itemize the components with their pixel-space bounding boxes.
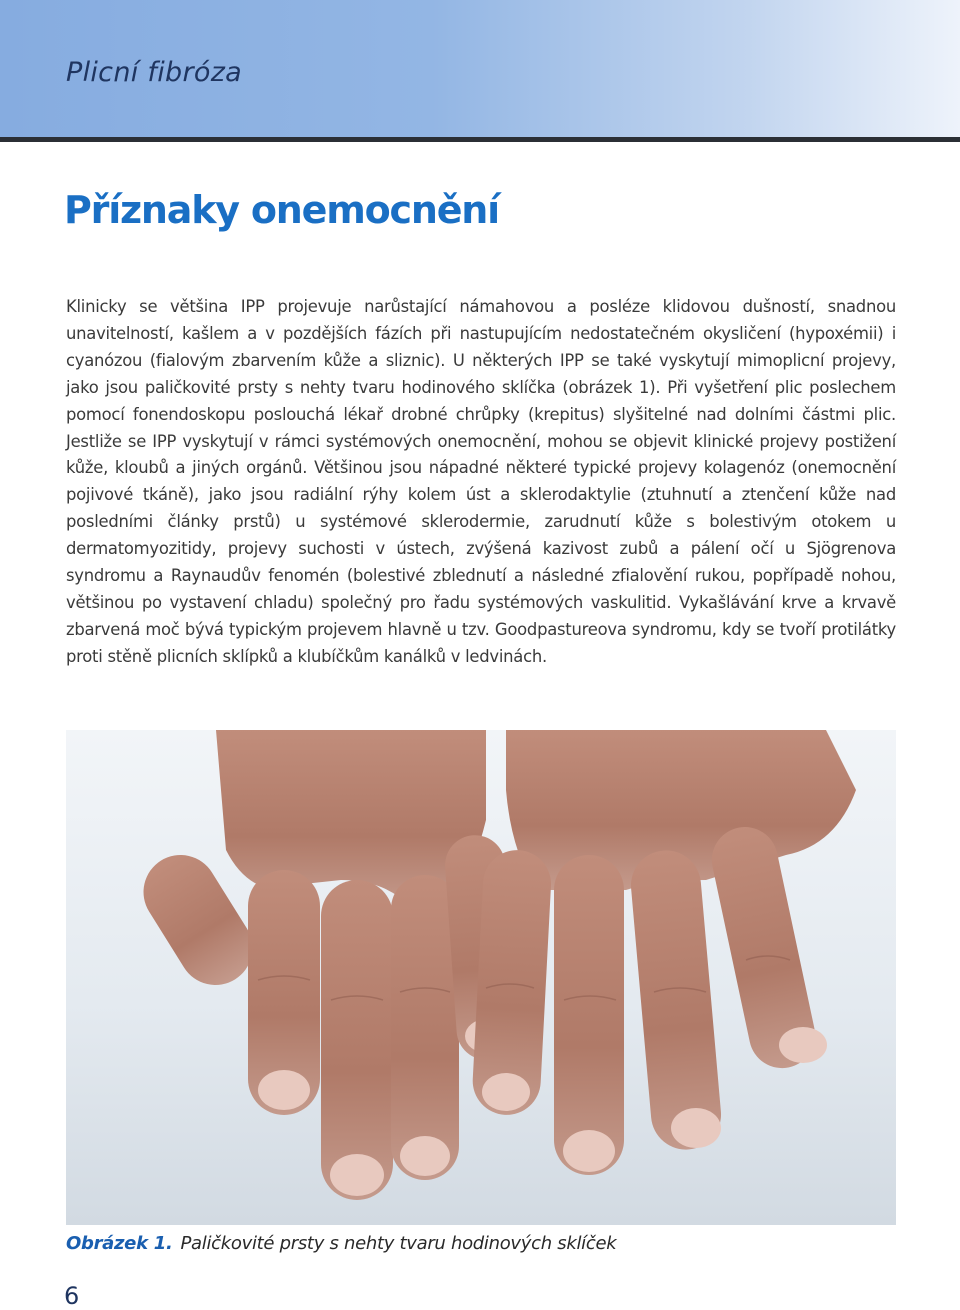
running-title: Plicní fibróza	[66, 57, 243, 88]
right-middle-finger	[554, 855, 624, 1175]
figure-label: Obrázek 1.	[66, 1233, 173, 1254]
figure-hands-photo	[66, 730, 896, 1225]
body-paragraph: Klinicky se většina IPP projevuje narůstající námahovou a posléze klidovou dušností, snadnou unavitelností, kašlem a v pozdějších fázích při nastupujícím nedostatečném okysličení (hypoxémii) i cyanózou (fialovým zbarvením kůže a sliznic). U některých IPP se také vyskytují mimoplicní projevy, jako jsou paličkovité prsty s nehty tvaru hodinového sklíčka (obrázek 1). Při vyšetření plic poslechem pomocí fonendoskopu poslouchá lékař drobné chrůpky (krepitus) slyšitelné nad dolními částmi plic. Jestliže se IPP vyskytují v rámci systémových onemocnění, mohou se objevit klinické projevy postižení kůže, kloubů a jiných orgánů. Většinou jsou nápadné některé typické projevy kolagenóz (onemocnění pojivové tkáně), jako jsou radiální rýhy kolem úst a sklerodaktylie (ztuhnutí a ztenčení kůže nad posledními články prstů) u systémové sklerodermie, zarudnutí kůže s bolestivým otokem u dermatomyozitidy, projevy suchosti v ústech, zvýšená kazivost zubů a pálení očí u Sjögrenova syndromu a Raynaudův fenomén (bolestivé zblednutí a následné zfialovění rukou, popřípadě nohou, většinou po vystavení chladu) společný pro řadu systémových vaskulitid. Vykašlávání krve a krvavě zbarvená moč bývá typickým projevem hlavně u tzv. Goodpastureova syndromu, kdy se tvoří protilátky proti stěně plicních sklípků a klubíčkům kanálků v ledvinách.	[66, 297, 896, 666]
left-middle-finger	[321, 880, 393, 1200]
figure-caption	[66, 1233, 616, 1254]
header-rule	[0, 137, 960, 142]
section-title: Příznaky onemocnění	[64, 188, 499, 232]
figure-caption-text: Paličkovité prsty s nehty tvaru hodinových sklíček	[180, 1233, 617, 1254]
page-number: 6	[64, 1282, 80, 1310]
left-ring-finger	[391, 875, 459, 1180]
clubbed-fingers-illustration	[66, 730, 896, 1225]
